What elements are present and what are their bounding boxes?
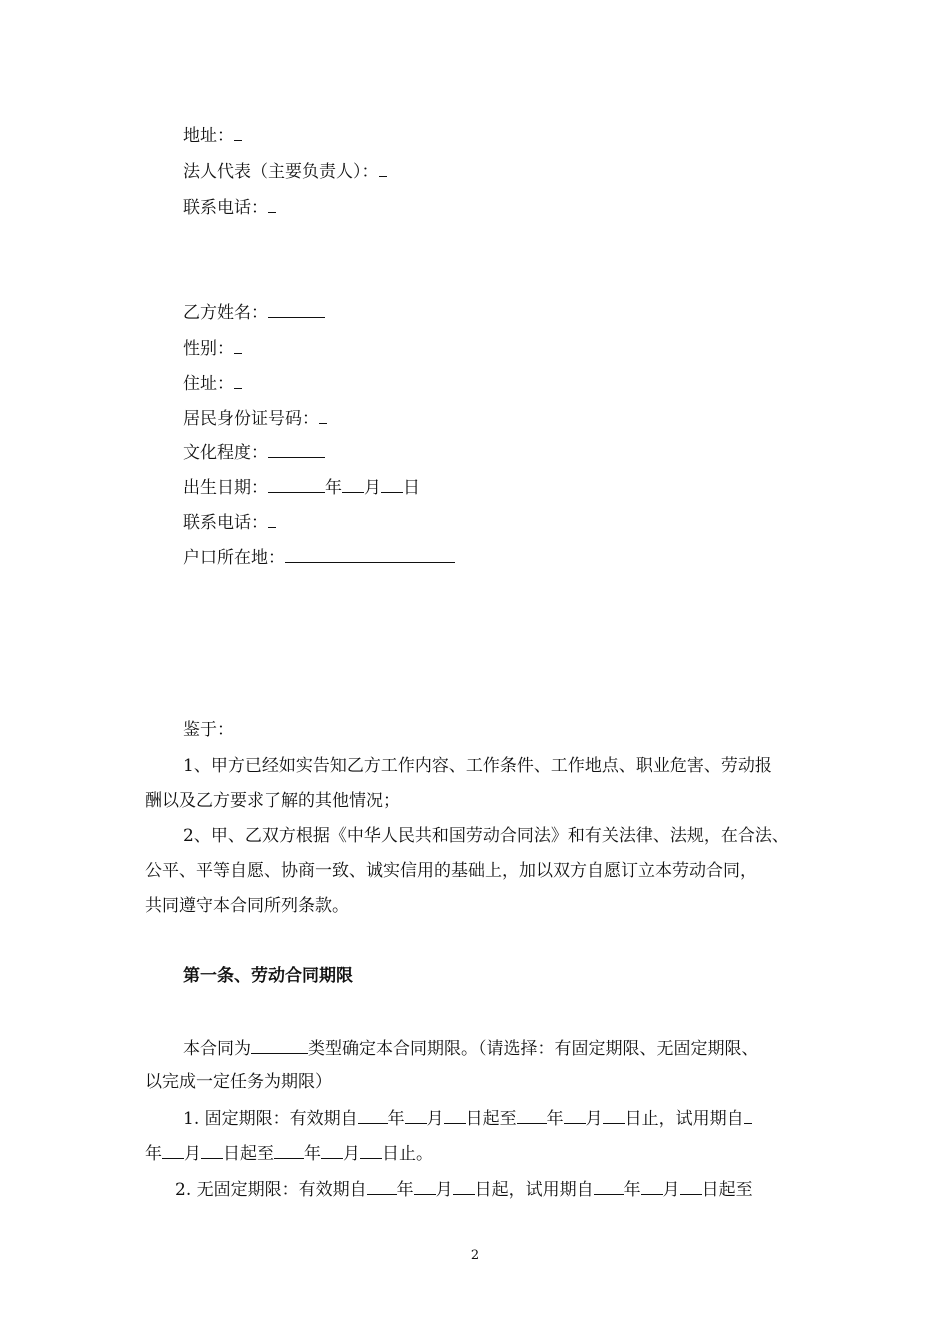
address-blank (234, 122, 242, 141)
residence-blank (234, 370, 242, 389)
article1-intro-line2: 以完成一定任务为期限） (145, 1072, 332, 1092)
legal-rep-blank (379, 158, 387, 177)
party-b-phone: 联系电话： (183, 509, 276, 535)
id-blank (319, 405, 327, 424)
preamble-item2-line1: 2、甲、乙双方根据《中华人民共和国劳动合同法》和有关法律、法规，在合法、 (183, 826, 789, 846)
name-blank (268, 299, 325, 318)
party-b-education: 文化程度： (183, 439, 325, 465)
article1-fixed-line2: 年 月 日起至 年 月 日止。 (145, 1140, 433, 1166)
contract-type-blank (251, 1035, 308, 1054)
party-b-gender: 性别： (183, 335, 242, 361)
party-b-id: 居民身份证号码： (183, 405, 327, 431)
party-a-phone: 联系电话： (183, 194, 276, 220)
preamble-item1-line1: 1、甲方已经如实告知乙方工作内容、工作条件、工作地点、职业危害、劳动报 (183, 756, 772, 776)
preamble-title: 鉴于： (183, 720, 234, 740)
article1-fixed-line1: 1. 固定期限：有效期自 年 月 日起至 年 月 日止，试用期自 (183, 1105, 752, 1131)
article1-open-line1: 2. 无固定期限：有效期自 年 月 日起，试用期自 年 月 日起至 (175, 1176, 753, 1202)
gender-blank (234, 335, 242, 354)
phone-blank (268, 194, 276, 213)
preamble-item1-line2: 酬以及乙方要求了解的其他情况； (145, 791, 400, 811)
preamble-item2-line3: 共同遵守本合同所列条款。 (145, 896, 349, 916)
article1-intro-line1: 本合同为 类型确定本合同期限。（请选择：有固定期限、无固定期限、 (183, 1035, 759, 1061)
party-a-legal-rep: 法人代表（主要负责人）： (183, 158, 387, 184)
hukou-blank (285, 544, 455, 563)
party-a-address: 地址： (183, 122, 242, 148)
page-number: 2 (470, 1248, 480, 1263)
party-b-hukou: 户口所在地： (183, 544, 455, 570)
phone-blank (268, 509, 276, 528)
article1-heading: 第一条、劳动合同期限 (183, 966, 353, 986)
party-b-birth: 出生日期： 年 月 日 (183, 474, 420, 500)
preamble-item2-line2: 公平、平等自愿、协商一致、诚实信用的基础上，加以双方自愿订立本劳动合同， (145, 861, 757, 881)
party-b-residence: 住址： (183, 370, 242, 396)
party-b-name: 乙方姓名： (183, 299, 325, 325)
education-blank (268, 439, 325, 458)
